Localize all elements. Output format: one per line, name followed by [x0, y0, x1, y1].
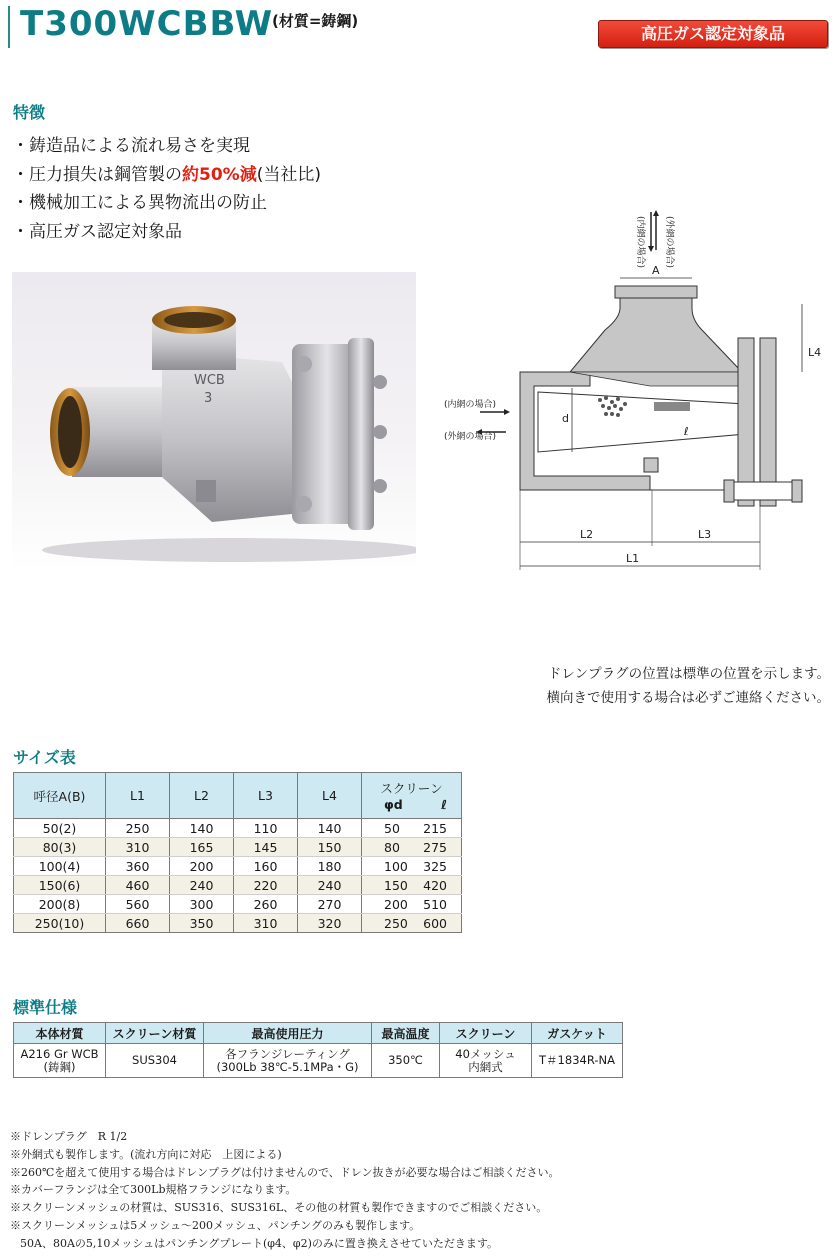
screen-cell [362, 819, 462, 838]
table-cell: 100(4) [14, 857, 106, 876]
footnote: ※外網式も製作します。(流れ方向に対応 上図による) [10, 1147, 282, 1161]
table-cell: 560 [106, 895, 170, 914]
screen-l-value: 420 [423, 877, 447, 893]
dim-d-label: d [562, 412, 569, 425]
table-cell: 110 [234, 819, 298, 838]
table-cell: 165 [170, 838, 234, 857]
feature-item: ・鋳造品による流れ易さを実現 [12, 136, 250, 156]
label-outer-vertical: (外網の場合) [664, 215, 674, 269]
cell-line: (鋳鋼) [43, 1059, 76, 1074]
table-cell: 270 [298, 895, 362, 914]
table-cell: 310 [106, 838, 170, 857]
screen-l-value: 275 [423, 839, 447, 855]
screen-d-value: 150 [384, 877, 408, 893]
table-row [14, 838, 462, 857]
screen-d-value: 80 [384, 839, 400, 855]
dim-l-label: ℓ [684, 425, 689, 438]
table-cell: 250(10) [14, 914, 106, 933]
col-body-material: 本体材質 [14, 1023, 106, 1044]
screen-cell [362, 895, 462, 914]
table-cell: 140 [298, 819, 362, 838]
footnote: ※260℃を超えて使用する場合はドレンプラグは付けませんので、ドレン抜きが必要な場合はご相談ください。 [10, 1165, 560, 1179]
table-cell: 310 [234, 914, 298, 933]
max-pressure-cell [204, 1044, 372, 1078]
table-cell: 140 [170, 819, 234, 838]
table-cell: 145 [234, 838, 298, 857]
spec-row [14, 1044, 623, 1078]
table-cell: 200 [170, 857, 234, 876]
cell-line: 各フランジレーティング [225, 1046, 350, 1061]
dim-l3-label: L3 [698, 528, 712, 541]
table-cell: 350 [170, 914, 234, 933]
size-table-header-row [14, 773, 462, 819]
title-bar [8, 6, 830, 48]
col-l1: L1 [106, 773, 170, 819]
screen-cell [362, 838, 462, 857]
strainer-illustration [12, 272, 416, 570]
cell-line: A216 Gr WCB [20, 1046, 99, 1061]
product-photo [12, 272, 416, 570]
table-cell: 80(3) [14, 838, 106, 857]
cell-line: (300Lb 38℃-5.1MPa・G) [216, 1059, 359, 1074]
table-cell: 160 [234, 857, 298, 876]
col-screen [362, 773, 462, 819]
footnotes [10, 1128, 560, 1253]
table-cell: 320 [298, 914, 362, 933]
horizontal-use-note: 横向きで使用する場合は必ずご連絡ください。 [546, 690, 830, 706]
drawing-svg [430, 190, 830, 575]
feature-text: ・圧力損失は鋼管製の [12, 164, 182, 185]
col-max-temp: 最高温度 [372, 1023, 440, 1044]
material-label: (材質=鋳鋼) [272, 12, 359, 30]
table-cell: 260 [234, 895, 298, 914]
screen-d-value: 100 [384, 858, 408, 874]
table-cell: 240 [298, 876, 362, 895]
screen-l-value: 215 [423, 820, 447, 836]
table-row [14, 819, 462, 838]
max-temp-cell [372, 1044, 440, 1078]
features-list [12, 132, 321, 246]
label-outer: (外網の場合) [444, 432, 497, 442]
cast-mark-text: WCB [194, 373, 225, 388]
table-row [14, 914, 462, 933]
feature-highlight: 約50%減 [182, 164, 257, 185]
table-row [14, 876, 462, 895]
footnote: ※ドレンプラグ R 1/2 [10, 1130, 128, 1143]
table-cell: 660 [106, 914, 170, 933]
high-pressure-gas-badge: 高圧ガス認定対象品 [598, 20, 828, 48]
table-cell: 150 [298, 838, 362, 857]
screen-d-value: 50 [384, 820, 400, 836]
screen-cell [362, 914, 462, 933]
screen-l-value: 600 [423, 915, 447, 931]
dimension-drawing [430, 190, 830, 575]
table-cell: 250 [106, 819, 170, 838]
col-nominal: 呼径A(B) [14, 773, 106, 819]
gasket-cell [532, 1044, 623, 1078]
table-row [14, 857, 462, 876]
spec-table-header-row [14, 1023, 623, 1044]
table-cell: 220 [234, 876, 298, 895]
feature-item: ・機械加工による異物流出の防止 [12, 193, 267, 213]
features-heading: 特徴 [13, 103, 46, 122]
cell-line: SUS304 [132, 1053, 177, 1067]
col-l2: L2 [170, 773, 234, 819]
cell-line: T＃1834R-NA [539, 1053, 615, 1067]
footnote: ※スクリーンメッシュの材質は、SUS316、SUS316L、その他の材質も製作できますのでご相談ください。 [10, 1201, 548, 1215]
col-l3: L3 [234, 773, 298, 819]
dim-l2-label: L2 [580, 528, 594, 541]
screen-l-header: ℓ [441, 797, 447, 812]
col-l4: L4 [298, 773, 362, 819]
feature-item: ・高圧ガス認定対象品 [12, 221, 182, 242]
label-inner-vertical: (内網の場合) [635, 215, 645, 269]
cast-mark-number: 3 [204, 391, 213, 406]
cell-line: 350℃ [388, 1053, 423, 1067]
table-cell: 180 [298, 857, 362, 876]
screen-l-value: 510 [423, 896, 447, 912]
size-table-heading: サイズ表 [13, 748, 76, 767]
table-cell: 300 [170, 895, 234, 914]
model-title: T300WCBBW [20, 4, 274, 44]
body-material-cell [14, 1044, 106, 1078]
screen-cell [362, 857, 462, 876]
label-inner: (内網の場合) [444, 400, 497, 410]
footnote: 50A、80Aの5,10メッシュはパンチングプレート(φ4、φ2)のみに置き換えさせていただきます。 [20, 1236, 499, 1250]
screen-d-header: φd [384, 797, 403, 812]
cell-line: 40メッシュ [455, 1046, 516, 1061]
cell-line: 内網式 [468, 1059, 503, 1074]
spec-table [13, 1022, 623, 1078]
drain-position-note: ドレンプラグの位置は標準の位置を示します。 [547, 666, 830, 682]
spec-table-heading: 標準仕様 [13, 998, 78, 1017]
screen-l-value: 325 [423, 858, 447, 874]
table-cell: 460 [106, 876, 170, 895]
col-screen: スクリーン [440, 1023, 532, 1044]
feature-text: (当社比) [256, 164, 321, 185]
footnote: ※カバーフランジは全て300Lb規格フランジになります。 [10, 1183, 297, 1197]
table-cell: 360 [106, 857, 170, 876]
size-table [13, 772, 462, 933]
col-screen-material: スクリーン材質 [106, 1023, 204, 1044]
dim-l4-label: L4 [808, 346, 822, 359]
screen-header: スクリーン [380, 781, 443, 796]
screen-material-cell [106, 1044, 204, 1078]
screen-d-value: 200 [384, 896, 408, 912]
screen-cell [440, 1044, 532, 1078]
table-cell: 50(2) [14, 819, 106, 838]
screen-cell [362, 876, 462, 895]
col-gasket: ガスケット [532, 1023, 623, 1044]
table-cell: 150(6) [14, 876, 106, 895]
table-cell: 200(8) [14, 895, 106, 914]
screen-d-value: 250 [384, 915, 408, 931]
dim-l1-label: L1 [626, 552, 640, 565]
table-row [14, 895, 462, 914]
dim-a-label: A [652, 264, 660, 277]
footnote: ※スクリーンメッシュは5メッシュ～200メッシュ、パンチングのみも製作します。 [10, 1218, 421, 1232]
col-max-pressure: 最高使用圧力 [204, 1023, 372, 1044]
feature-item [12, 161, 321, 190]
table-cell: 240 [170, 876, 234, 895]
